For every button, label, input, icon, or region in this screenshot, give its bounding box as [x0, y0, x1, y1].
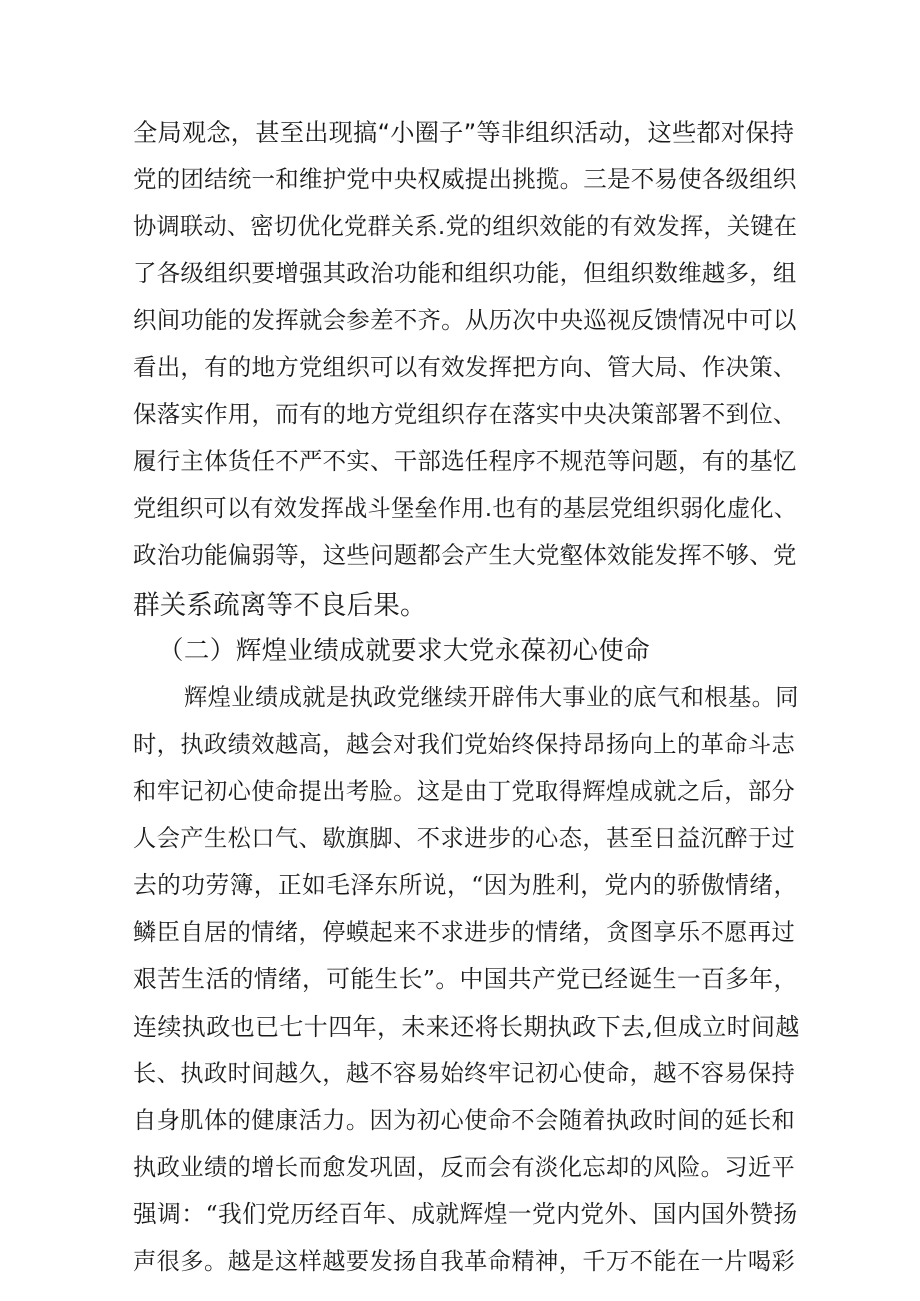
- paragraph-line: 党的团结统一和维护党中央权威提出挑揽。三是不易使各级组织: [133, 165, 797, 193]
- paragraph-line: 政治功能偏弱等，这些问题都会产生大党壑体效能发挥不够、党: [133, 541, 797, 569]
- paragraph-line: 党组织可以有效发挥战斗堡垒作用.也有的基层党组织弱化虚化、: [133, 495, 798, 522]
- paragraph-line: 时，执政绩效越高，越会对我们党始终保持昂扬向上的革命斗志: [133, 731, 796, 758]
- paragraph-line: 辉煌业绩成就是执政党继续开辟伟大事业的底气和根基。同: [184, 684, 799, 711]
- paragraph-line: 强调：“我们党历经百年、成就辉煌一党内党外、国内国外赞扬: [133, 1200, 798, 1228]
- paragraph-line: 保落实作用，而有的地方党组织存在落实中央决策部署不到位、: [133, 400, 797, 428]
- paragraph-line: 鳞臣自居的情绪，停蟆起来不求进步的情绪，贪图享乐不愿再过: [133, 919, 796, 946]
- paragraph-line: 艰苦生活的情绪，可能生长”。中国共产党已经诞生一百多年，: [133, 965, 798, 993]
- paragraph-line: 协调联动、密切优化党群关系.党的组织效能的有效发挥，关键在: [133, 213, 798, 240]
- paragraph-line: 连续执政也已七十四年，未来还将长期执政下去,但成立时间越: [133, 1013, 800, 1041]
- paragraph-line: 履行主体货任不严不实、干部选任程序不规范等问题，有的基忆: [133, 447, 797, 475]
- paragraph-line: 执政业绩的增长而愈发巩固，反而会有淡化忘却的风险。习近平: [133, 1154, 796, 1181]
- paragraph-line: 全局观念，甚至出现搞“小圈子”等非组织活动，这些都对保持: [133, 118, 795, 147]
- paragraph-line: 了各级组织要增强其政治功能和组织功能，但组织数维越多，组: [133, 259, 797, 287]
- paragraph-line: 长、执政时间越久，越不容易始终牢记初心使命，越不容易保持: [133, 1060, 796, 1087]
- paragraph-line: 去的功劳簿，正如毛泽东所说，“因为胜利，党内的骄傲情绪，: [133, 871, 798, 899]
- paragraph-line: 声很多。越是这样越要发扬自我革命精神，千万不能在一片喝彩: [133, 1248, 796, 1275]
- paragraph-line: 看出，有的地方党组织可以有效发挥把方向、管大局、作决策、: [133, 353, 797, 381]
- paragraph-line: 自身肌体的健康活力。因为初心使命不会随着执政时间的延长和: [133, 1107, 796, 1134]
- paragraph-line: 人会产生松口气、歇旗脚、不求进步的心态，甚至日益沉醉于过: [133, 825, 796, 852]
- section-heading: （二）辉煌业绩成就要求大党永葆初心使命: [158, 636, 651, 666]
- paragraph-line: 群关系疏离等不良后果。: [133, 590, 427, 621]
- paragraph-line: 和牢记初心使命提出考脸。这是由丁党取得辉煌成就之后，部分: [133, 778, 796, 805]
- paragraph-line: 织间功能的发挥就会参差不齐。从历次中央巡视反馈情况中可以: [133, 306, 797, 334]
